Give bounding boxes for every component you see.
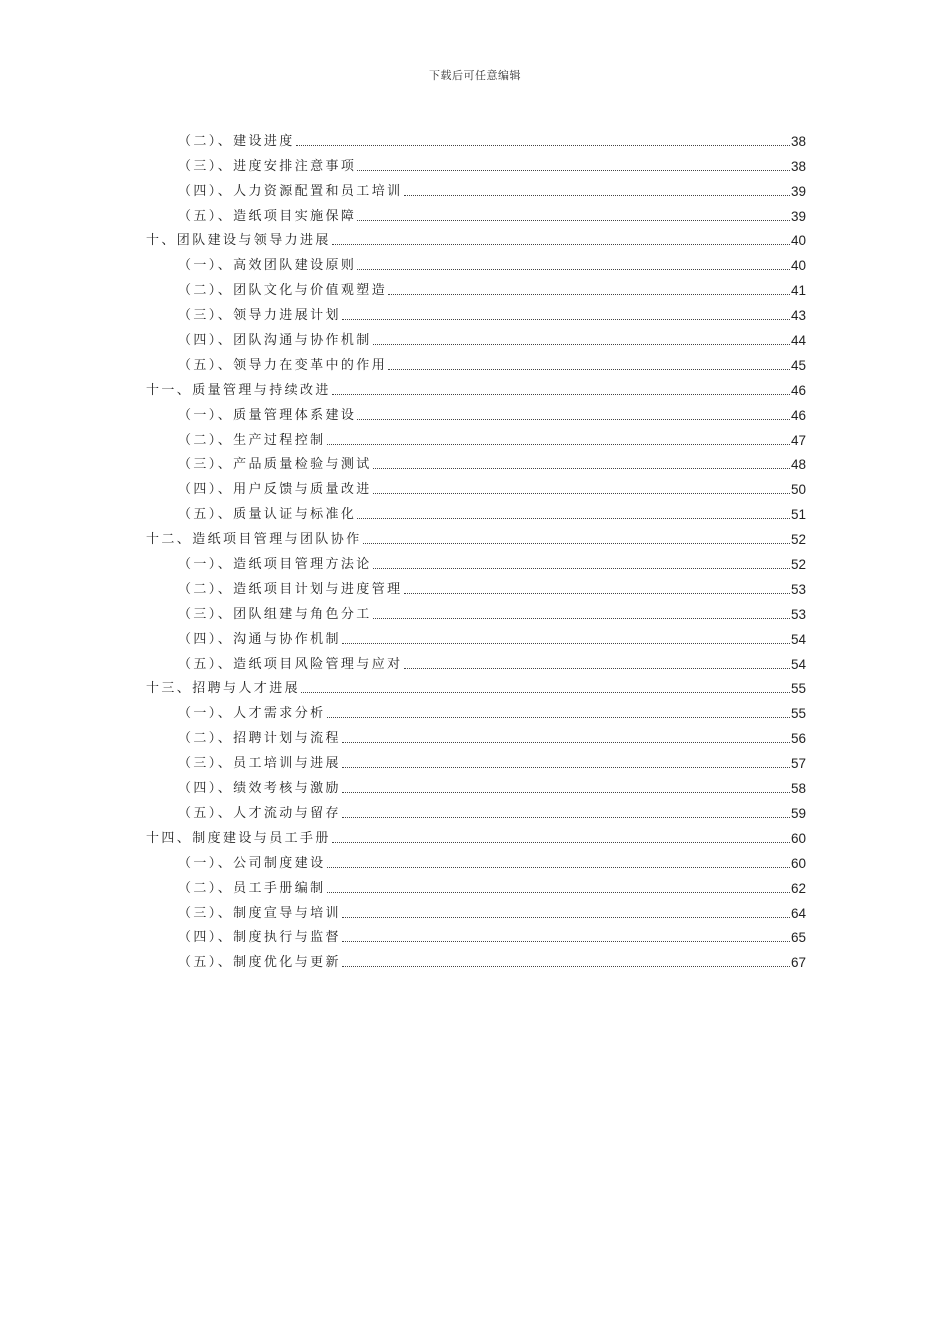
toc-page-number: 60 <box>790 830 806 846</box>
toc-entry-title: 十一、质量管理与持续改进 <box>146 382 331 398</box>
toc-section-entry[interactable] <box>146 249 806 274</box>
toc-page-number: 67 <box>790 955 806 971</box>
toc-dot-leader <box>363 542 790 544</box>
toc-section-entry[interactable] <box>146 399 806 424</box>
toc-page-number: 55 <box>790 681 806 697</box>
toc-entry-title: 十三、招聘与人才进展 <box>146 681 301 697</box>
toc-section-entry[interactable] <box>146 200 806 225</box>
toc-dot-leader <box>342 642 790 644</box>
toc-entry-title: （三）、产品质量检验与测试 <box>178 457 372 473</box>
toc-dot-leader <box>357 169 790 171</box>
toc-entry-title: （五）、制度优化与更新 <box>178 955 341 971</box>
toc-entry-title: （一）、公司制度建设 <box>178 855 326 871</box>
toc-dot-leader <box>296 144 790 146</box>
toc-section-entry[interactable] <box>146 125 806 150</box>
toc-entry-title: 十二、造纸项目管理与团队协作 <box>146 532 362 548</box>
toc-dot-leader <box>404 667 790 669</box>
toc-section-entry[interactable] <box>146 473 806 498</box>
toc-page-number: 41 <box>790 283 806 299</box>
toc-page-number: 52 <box>790 532 806 548</box>
toc-section-entry[interactable] <box>146 623 806 648</box>
toc-entry-title: （四）、团队沟通与协作机制 <box>178 333 372 349</box>
toc-dot-leader <box>357 268 790 270</box>
toc-entry-title: （二）、建设进度 <box>178 133 295 149</box>
toc-page-number: 56 <box>790 731 806 747</box>
toc-entry-title: （一）、质量管理体系建设 <box>178 407 357 423</box>
toc-dot-leader <box>373 617 790 619</box>
toc-entry-title: （三）、领导力进展计划 <box>178 308 341 324</box>
toc-entry-title: （一）、高效团队建设原则 <box>178 258 357 274</box>
toc-section-entry[interactable] <box>146 449 806 474</box>
toc-entry-title: （一）、造纸项目管理方法论 <box>178 557 372 573</box>
toc-page-number: 52 <box>790 557 806 573</box>
toc-dot-leader <box>404 194 790 196</box>
toc-page-number: 38 <box>790 158 806 174</box>
toc-chapter-entry[interactable] <box>146 822 806 847</box>
toc-page-number: 55 <box>790 706 806 722</box>
toc-section-entry[interactable] <box>146 722 806 747</box>
toc-page-number: 58 <box>790 781 806 797</box>
toc-dot-leader <box>327 891 790 893</box>
toc-dot-leader <box>404 592 790 594</box>
toc-chapter-entry[interactable] <box>146 523 806 548</box>
toc-dot-leader <box>332 841 790 843</box>
toc-dot-leader <box>327 716 790 718</box>
toc-chapter-entry[interactable] <box>146 225 806 250</box>
toc-entry-title: （二）、团队文化与价值观塑造 <box>178 283 388 299</box>
toc-section-entry[interactable] <box>146 548 806 573</box>
toc-entry-title: （五）、人才流动与留存 <box>178 805 341 821</box>
toc-dot-leader <box>388 293 790 295</box>
toc-entry-title: （五）、领导力在变革中的作用 <box>178 357 388 373</box>
toc-section-entry[interactable] <box>146 648 806 673</box>
table-of-contents <box>146 125 806 971</box>
toc-dot-leader <box>342 766 790 768</box>
toc-entry-title: （四）、制度执行与监督 <box>178 930 341 946</box>
toc-page-number: 53 <box>790 581 806 597</box>
toc-entry-title: （三）、员工培训与进展 <box>178 756 341 772</box>
toc-chapter-entry[interactable] <box>146 673 806 698</box>
toc-page-number: 44 <box>790 333 806 349</box>
toc-page-number: 59 <box>790 805 806 821</box>
toc-section-entry[interactable] <box>146 299 806 324</box>
toc-section-entry[interactable] <box>146 150 806 175</box>
toc-section-entry[interactable] <box>146 747 806 772</box>
toc-entry-title: （五）、造纸项目风险管理与应对 <box>178 656 403 672</box>
toc-entry-title: （二）、招聘计划与流程 <box>178 731 341 747</box>
toc-dot-leader <box>342 741 790 743</box>
toc-section-entry[interactable] <box>146 872 806 897</box>
toc-page-number: 40 <box>790 258 806 274</box>
toc-section-entry[interactable] <box>146 573 806 598</box>
toc-dot-leader <box>373 467 790 469</box>
toc-section-entry[interactable] <box>146 598 806 623</box>
toc-page-number: 57 <box>790 756 806 772</box>
toc-entry-title: （四）、人力资源配置和员工培训 <box>178 183 403 199</box>
toc-page-number: 51 <box>790 507 806 523</box>
toc-dot-leader <box>342 791 790 793</box>
toc-page-number: 38 <box>790 133 806 149</box>
toc-entry-title: （三）、进度安排注意事项 <box>178 158 357 174</box>
toc-page-number: 46 <box>790 407 806 423</box>
toc-section-entry[interactable] <box>146 175 806 200</box>
toc-section-entry[interactable] <box>146 274 806 299</box>
toc-section-entry[interactable] <box>146 349 806 374</box>
toc-section-entry[interactable] <box>146 772 806 797</box>
toc-page-number: 43 <box>790 308 806 324</box>
toc-page-number: 39 <box>790 183 806 199</box>
toc-entry-title: （五）、质量认证与标准化 <box>178 507 357 523</box>
page-header: 下载后可任意编辑 <box>429 69 521 82</box>
toc-page-number: 64 <box>790 905 806 921</box>
toc-dot-leader <box>357 219 790 221</box>
toc-entry-title: （一）、人才需求分析 <box>178 706 326 722</box>
toc-page-number: 54 <box>790 656 806 672</box>
toc-page-number: 48 <box>790 457 806 473</box>
toc-chapter-entry[interactable] <box>146 374 806 399</box>
toc-section-entry[interactable] <box>146 797 806 822</box>
toc-entry-title: （三）、团队组建与角色分工 <box>178 606 372 622</box>
toc-page-number: 53 <box>790 606 806 622</box>
toc-dot-leader <box>357 418 790 420</box>
toc-section-entry[interactable] <box>146 897 806 922</box>
toc-dot-leader <box>357 517 790 519</box>
toc-entry-title: 十、团队建设与领导力进展 <box>146 233 331 249</box>
toc-dot-leader <box>332 243 790 245</box>
toc-section-entry[interactable] <box>146 946 806 971</box>
toc-page-number: 46 <box>790 382 806 398</box>
toc-entry-title: （四）、沟通与协作机制 <box>178 631 341 647</box>
toc-page-number: 54 <box>790 631 806 647</box>
toc-entry-title: （二）、造纸项目计划与进度管理 <box>178 581 403 597</box>
toc-page-number: 62 <box>790 880 806 896</box>
toc-section-entry[interactable] <box>146 697 806 722</box>
toc-dot-leader <box>342 965 790 967</box>
toc-section-entry[interactable] <box>146 498 806 523</box>
toc-dot-leader <box>301 691 790 693</box>
toc-dot-leader <box>332 393 790 395</box>
toc-page-number: 50 <box>790 482 806 498</box>
toc-dot-leader <box>327 443 790 445</box>
toc-section-entry[interactable] <box>146 424 806 449</box>
toc-entry-title: （二）、员工手册编制 <box>178 880 326 896</box>
toc-entry-title: （二）、生产过程控制 <box>178 432 326 448</box>
toc-section-entry[interactable] <box>146 847 806 872</box>
toc-dot-leader <box>388 368 790 370</box>
toc-dot-leader <box>373 492 790 494</box>
toc-dot-leader <box>327 866 790 868</box>
toc-page-number: 65 <box>790 930 806 946</box>
toc-page-number: 40 <box>790 233 806 249</box>
toc-section-entry[interactable] <box>146 922 806 947</box>
toc-section-entry[interactable] <box>146 324 806 349</box>
toc-dot-leader <box>373 567 790 569</box>
toc-entry-title: （三）、制度宣导与培训 <box>178 905 341 921</box>
toc-entry-title: （四）、绩效考核与激励 <box>178 781 341 797</box>
toc-entry-title: 十四、制度建设与员工手册 <box>146 830 331 846</box>
toc-entry-title: （五）、造纸项目实施保障 <box>178 208 357 224</box>
toc-entry-title: （四）、用户反馈与质量改进 <box>178 482 372 498</box>
toc-dot-leader <box>342 916 790 918</box>
toc-dot-leader <box>342 940 790 942</box>
toc-dot-leader <box>373 343 790 345</box>
toc-page-number: 60 <box>790 855 806 871</box>
toc-dot-leader <box>342 318 790 320</box>
toc-dot-leader <box>342 816 790 818</box>
toc-page-number: 39 <box>790 208 806 224</box>
toc-page-number: 45 <box>790 357 806 373</box>
toc-page-number: 47 <box>790 432 806 448</box>
